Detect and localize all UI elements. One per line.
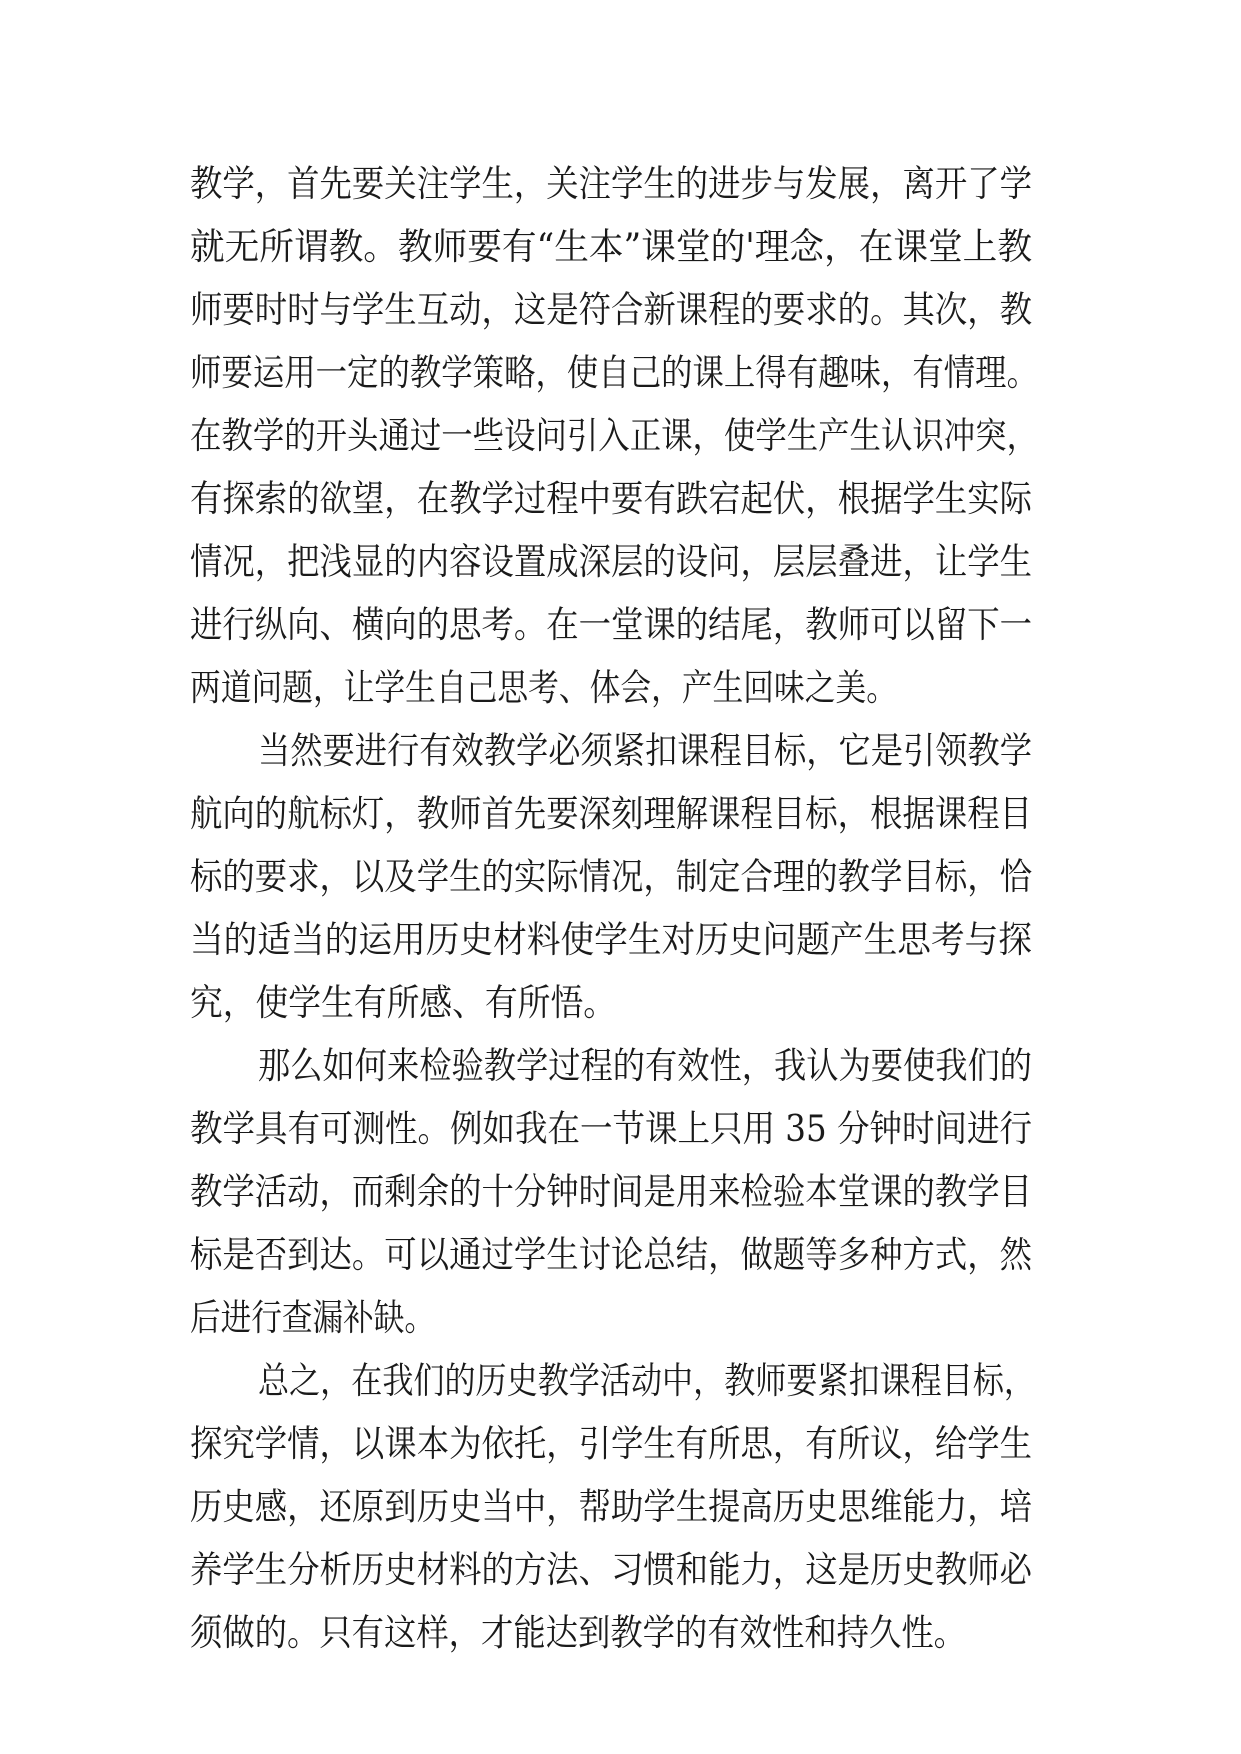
text-line xyxy=(0,404,1241,468)
text-line xyxy=(0,656,1241,720)
line-text: 须做的。只有这样，才能达到教学的有效性和持久性。 xyxy=(190,1611,966,1654)
text-line xyxy=(0,1475,1241,1539)
line-text: 在教学的开头通过一些设问引入正课，使学生产生认识冲突， xyxy=(190,414,1038,457)
text-line xyxy=(0,278,1241,342)
text-line xyxy=(0,530,1241,594)
line-text: 标是否到达。可以通过学生讨论总结，做题等多种方式，然 xyxy=(190,1233,1032,1276)
text-line xyxy=(0,719,1241,783)
text-line xyxy=(0,215,1241,279)
text-line xyxy=(0,1097,1241,1161)
text-line xyxy=(0,467,1241,531)
text-line xyxy=(0,845,1241,909)
line-text: 标的要求，以及学生的实际情况，制定合理的教学目标，恰 xyxy=(190,855,1032,898)
line-text: 探究学情，以课本为依托，引学生有所思，有所议，给学生 xyxy=(190,1422,1032,1465)
text-line xyxy=(0,1412,1241,1476)
line-text: 教学活动，而剩余的十分钟时间是用来检验本堂课的教学目 xyxy=(190,1170,1032,1213)
text-line xyxy=(0,782,1241,846)
line-text: 当然要进行有效教学必须紧扣课程目标，它是引领教学 xyxy=(258,729,1032,772)
text-line xyxy=(0,1160,1241,1224)
text-line xyxy=(0,593,1241,657)
line-text: 有探索的欲望，在教学过程中要有跌宕起伏，根据学生实际 xyxy=(190,477,1032,520)
text-line xyxy=(0,1034,1241,1098)
text-line xyxy=(0,341,1241,405)
line-text: 养学生分析历史材料的方法、习惯和能力，这是历史教师必 xyxy=(190,1548,1032,1591)
line-text: 教学，首先要关注学生，关注学生的进步与发展，离开了学 xyxy=(190,162,1032,205)
line-text: 师要运用一定的教学策略，使自己的课上得有趣味，有情理。 xyxy=(190,351,1038,394)
line-text: 航向的航标灯，教师首先要深刻理解课程目标，根据课程目 xyxy=(190,792,1032,835)
line-text: 进行纵向、横向的思考。在一堂课的结尾，教师可以留下一 xyxy=(190,603,1032,646)
line-text: 究，使学生有所感、有所悟。 xyxy=(190,981,616,1024)
text-line xyxy=(0,971,1241,1035)
text-line xyxy=(0,152,1241,216)
line-text: 当的适当的运用历史材料使学生对历史问题产生思考与探 xyxy=(190,918,1032,961)
line-text: 情况，把浅显的内容设置成深层的设问，层层叠进，让学生 xyxy=(190,540,1032,583)
line-text: 历史感，还原到历史当中，帮助学生提高历史思维能力，培 xyxy=(190,1485,1032,1528)
text-line xyxy=(0,1223,1241,1287)
text-line xyxy=(0,1601,1241,1665)
line-text: 后进行查漏补缺。 xyxy=(190,1296,435,1339)
text-line xyxy=(0,1538,1241,1602)
line-text: 总之，在我们的历史教学活动中，教师要紧扣课程目标， xyxy=(258,1359,1035,1402)
text-line xyxy=(0,1349,1241,1413)
line-text: 那么如何来检验教学过程的有效性，我认为要使我们的 xyxy=(258,1044,1032,1087)
text-line xyxy=(0,908,1241,972)
line-text: 两道问题，让学生自己思考、体会，产生回味之美。 xyxy=(190,666,897,709)
text-line xyxy=(0,1286,1241,1350)
line-text: 就无所谓教。教师要有“生本”课堂的'理念，在课堂上教 xyxy=(190,225,1032,268)
line-text: 教学具有可测性。例如我在一节课上只用 35 分钟时间进行 xyxy=(190,1107,1032,1150)
line-text: 师要时时与学生互动，这是符合新课程的要求的。其次，教 xyxy=(190,288,1032,331)
